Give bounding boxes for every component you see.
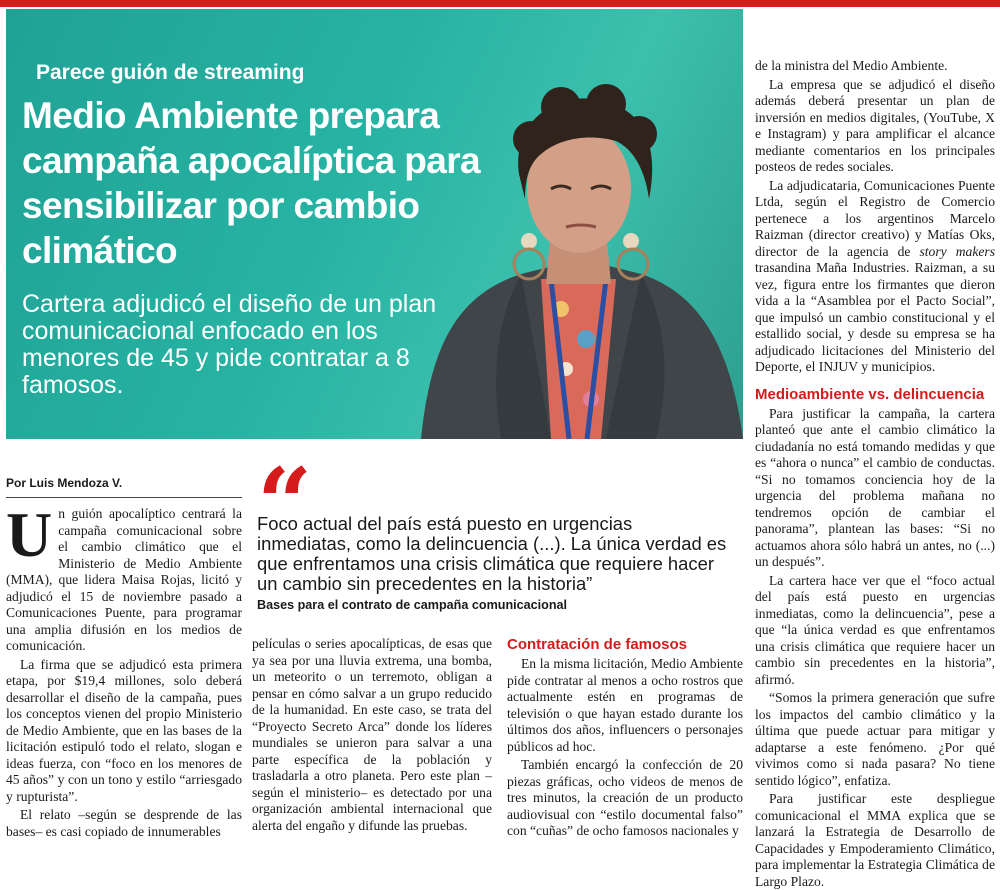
- paragraph: “Somos la primera generación que sufre los impactos del cambio climático y la última que puede actuar para mitigar y adaptarse a este fenómeno. ¿Por qué vivimos como si nada pasara? No tiene sentido lógico”, enfatiza.: [755, 690, 995, 788]
- quote-mark-icon: “: [257, 447, 313, 560]
- top-red-rule: [0, 0, 1000, 7]
- paragraph: La firma que se adjudicó esta primera etapa, por $19,4 millones, solo deberá desarrollar el diseño de la campaña, pues los conceptos vienen del propio Ministerio de Medio Ambiente, que en las bases de la licitación estipuló todo el relato, slogan e ideas fuerza, con “foco en los menores de 45 años” y con un tono y estilo “arriesgado y rupturista”.: [6, 656, 242, 804]
- paragraph: de la ministra del Medio Ambiente.: [755, 58, 948, 73]
- paragraph: películas o series apocalípticas, de esas que ya sea por una lluvia extrema, una bomba, un meteorito o un terremoto, obligan a pensar en cómo salvar a un grupo reducido de la humanidad. En este caso, se trata del “Proyecto Secreto Arca” donde los líderes mundiales se unieron para salvar a una parte específica de la población y trasladarla a otro planeta. Pero este plan –según el ministerio– es detectado por una organización ambiental internacional que alerta del engaño y difunde las pruebas.: [252, 636, 492, 833]
- deck: Cartera adjudicó el diseño de un plan comunicacional enfocado en los menores de 45 y pide contratar a 8 famosos.: [22, 290, 437, 399]
- paragraph: El relato –según se desprende de las bases– es casi copiado de innumerables: [6, 807, 242, 839]
- subheading: Medioambiente vs. delincuencia: [755, 385, 985, 403]
- text-run: La adjudicataria, Comunicaciones Puente Ltda, según el Registro de Comercio pertenece a los argentinos Marcelo Raizman (director creativo) y Matías Oks, director de la agencia de: [755, 177, 995, 259]
- article-column-2: [252, 636, 492, 834]
- subheading: Contratación de famosos: [507, 636, 688, 653]
- headline: Medio Ambiente prepara campaña apocalíptica para sensibilizar por cambio climático: [22, 95, 480, 271]
- text-run: trasandina Maña Industries. Raizman, a su vez, figura entre los firmantes que dieron vida a la “Asamblea por el Pacto Social”, que impulsó un cambio constitucional y el estallido social, y desde su empresa se ha adjudicado licitaciones del Ministerio del Deporte, el INJUV y municipios.: [755, 260, 995, 374]
- italic-text: story makers: [919, 243, 995, 259]
- paragraph: La cartera hace ver que el “foco actual del país está puesto en urgencias inmediatas, como la delincuencia”, pese a que “la única verdad es que enfrentamos una crisis climática que requiere hacer un cambio sin precedentes en la historia”, afirmó.: [755, 572, 995, 687]
- paragraph: n guión apocalíptico centrará la campaña comunicacional sobre el cambio climático que el Ministerio de Medio Ambiente (MMA), que lidera Maisa Rojas, licitó y adjudicó el 15 de noviembre pasado a Comunicaciones Puente, para programar una amplia difusión en los medios de comunicación.: [6, 506, 242, 653]
- article-column-3: [507, 636, 743, 838]
- pull-quote-source: Bases para el contrato de campaña comunicacional: [257, 598, 568, 612]
- paragraph: Para justificar este despliegue comunicacional el MMA explica que se lanzará la Estrategia de Desarrollo de Capacidades y Empoderamiento Climático, para implementar la Estrategia Climática de Largo Plazo.: [755, 791, 995, 889]
- paragraph: [755, 178, 995, 376]
- paragraph: La empresa que se adjudicó el diseño además deberá presentar un plan de inversión en medios digitales, (YouTube, X e Instagram) y para amplificar el alcance mediante comentarios en los principales posteos de redes sociales.: [755, 76, 995, 174]
- paragraph: Para justificar la campaña, la cartera planteó que ante el cambio climático la ciudadanía no está tomando medidas y que es “ahora o nunca” el cambio de conductas. “Si no tomamos conciencia hoy de la urgencia del problema mañana no tendremos opción de cambiar el panorama”, plantean las bases: “Si no actuamos ahora sólo habrá un antes, no (...) un después”.: [755, 405, 995, 569]
- paragraph: En la misma licitación, Medio Ambiente pide contratar al menos a ocho rostros que actualmente estén en programas de televisión o que hayan estado durante los últimos dos años, influencers o personajes públicos ad hoc.: [507, 656, 743, 754]
- article-column-1: [6, 499, 242, 839]
- minister-portrait-photo: [401, 79, 743, 439]
- kicker: Parece guión de streaming: [36, 61, 305, 84]
- hero-banner: [6, 9, 743, 439]
- byline: Por Luis Mendoza V.: [6, 476, 242, 498]
- paragraph: También encargó la confección de 20 piezas gráficas, ocho videos de menos de tres minutos, la creación de un producto audiovisual con “estilo documental falso” con “cuñas” de ocho famosos nacionales y: [507, 757, 743, 838]
- drop-cap: U: [6, 499, 53, 570]
- pull-quote: Foco actual del país está puesto en urgencias inmediatas, como la delincuencia (...). La única verdad es que enfrentamos una crisis climática que requiere hacer un cambio sin precedentes en la historia”: [257, 513, 727, 594]
- article-column-4: [755, 58, 995, 889]
